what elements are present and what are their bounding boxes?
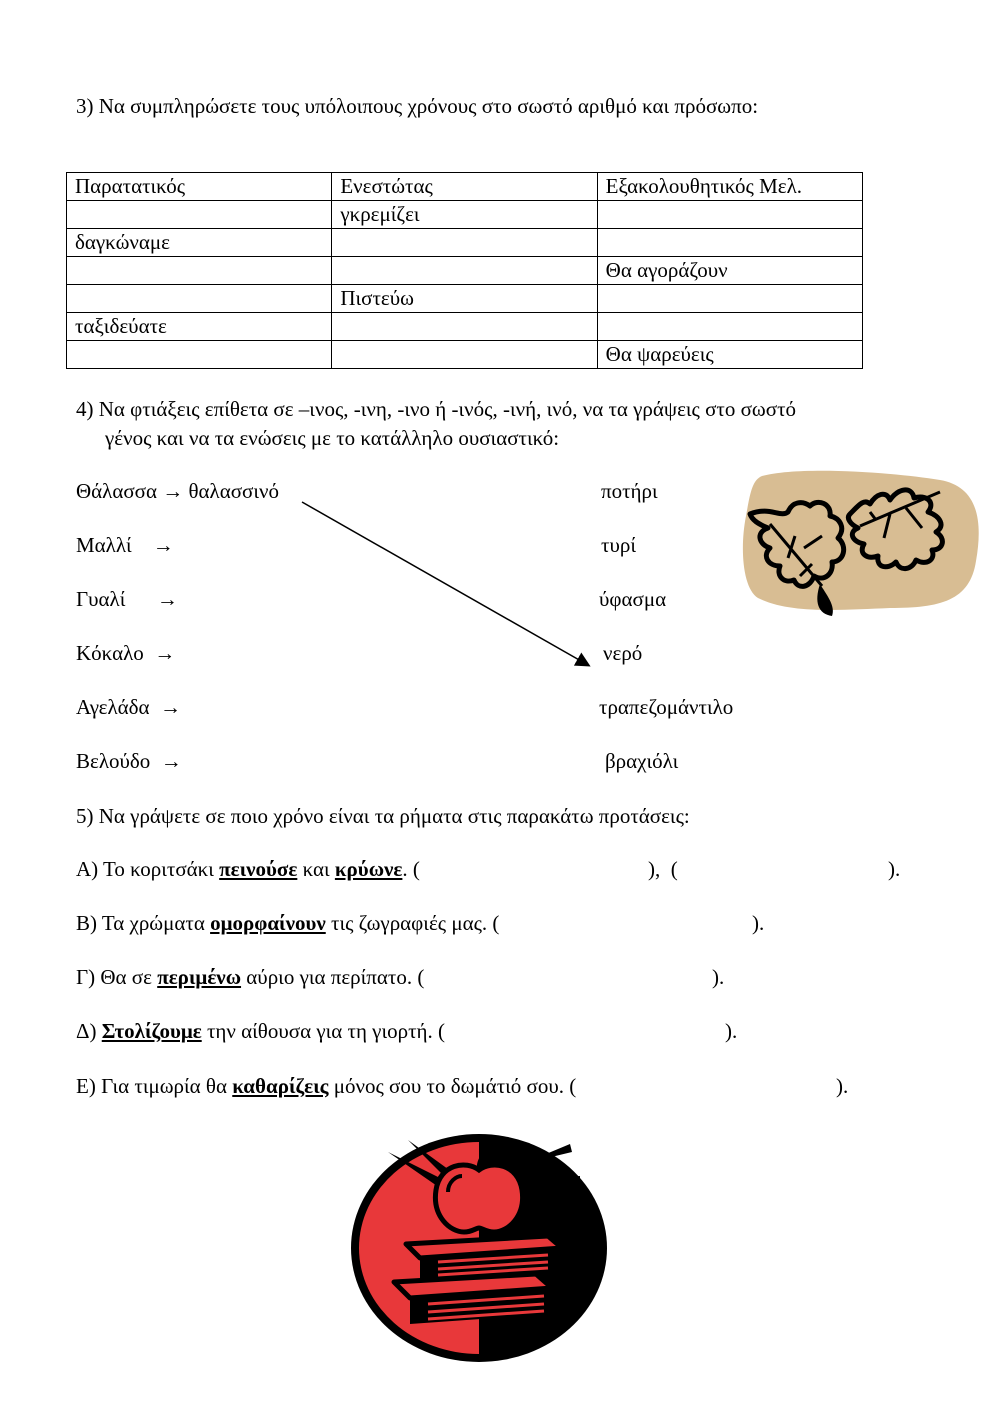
verb-e: καθαρίζεις <box>232 1074 329 1098</box>
verb-c: περιμένω <box>157 965 242 989</box>
table-cell[interactable] <box>332 229 597 257</box>
table-cell[interactable] <box>597 201 862 229</box>
table-cell[interactable] <box>597 229 862 257</box>
table-cell[interactable] <box>67 201 332 229</box>
answer-b-close: ). <box>752 911 765 935</box>
left-word-6: Βελούδο → <box>76 749 182 773</box>
question-4-title-line2: γένος και να τα ενώσεις με το κατάλληλο ουσιαστικό: <box>105 426 560 450</box>
sentence-b-text: Β) Τα χρώματα <box>76 911 211 935</box>
table-cell[interactable] <box>332 313 597 341</box>
header-present: Ενεστώτας <box>332 173 597 201</box>
table-cell[interactable] <box>67 341 332 369</box>
table-cell[interactable] <box>597 313 862 341</box>
sentence-a-text: Α) Το κοριτσάκι <box>76 857 220 881</box>
answer-d-close: ). <box>725 1019 738 1043</box>
sentence-c <box>76 967 424 988</box>
answer-a2-close: ). <box>888 857 901 881</box>
verb-a2: κρύωνε <box>334 857 403 881</box>
sentence-e-text: Ε) Για τιμωρία θα <box>76 1074 233 1098</box>
table-row <box>67 341 863 369</box>
left-word-5: Αγελάδα → <box>76 695 182 719</box>
left-word-3: Γυαλί → <box>76 587 178 611</box>
table-header-row <box>67 173 863 201</box>
right-word-2[interactable]: τυρί <box>601 533 636 557</box>
sentence-c-text: αύριο για περίπατο. ( <box>241 965 425 989</box>
right-word-5[interactable]: τραπεζομάντιλο <box>599 695 734 719</box>
header-continuous-future: Εξακολουθητικός Μελ. <box>597 173 862 201</box>
table-cell: Πιστεύω <box>332 285 597 313</box>
table-cell: γκρεμίζει <box>332 201 597 229</box>
sentence-e-text: μόνος σου το δωμάτιό σου. ( <box>328 1074 577 1098</box>
right-word-6[interactable]: βραχιόλι <box>605 749 679 773</box>
table-cell[interactable] <box>332 341 597 369</box>
right-word-4[interactable]: νερό <box>603 641 643 665</box>
table-cell[interactable] <box>67 285 332 313</box>
sentence-d <box>76 1021 445 1042</box>
question-4-title-line1: 4) Να φτιάξεις επίθετα σε –ινος, -ινη, -ινο ή -ινός, -ινή, ινό, να τα γράψεις στο σωστό <box>76 397 797 421</box>
right-word-1[interactable]: ποτήρι <box>601 479 658 503</box>
answer-c-close: ). <box>712 965 725 989</box>
question-5-title: 5) Να γράψετε σε ποιο χρόνο είναι τα ρήματα στις παρακάτω προτάσεις: <box>76 804 690 828</box>
right-word-3[interactable]: ύφασμα <box>599 587 667 611</box>
header-imperfect: Παρατατικός <box>67 173 332 201</box>
sentence-b-text: τις ζωγραφιές μας. ( <box>325 911 500 935</box>
table-row <box>67 201 863 229</box>
question-3-title: 3) Να συμπληρώσετε τους υπόλοιπους χρόνους στο σωστό αριθμό και πρόσωπο: <box>76 94 759 118</box>
tense-table <box>66 172 863 369</box>
table-cell: ταξιδεύατε <box>67 313 332 341</box>
sentence-d-text: Δ) <box>76 1019 102 1043</box>
table-cell: Θα αγοράζουν <box>597 257 862 285</box>
apple-books-icon <box>348 1132 610 1364</box>
left-word-1: Θάλασσα → θαλασσινό <box>76 479 280 503</box>
sentence-d-text: την αίθουσα για τη γιορτή. ( <box>201 1019 445 1043</box>
table-cell[interactable] <box>67 257 332 285</box>
sentence-a <box>76 859 420 880</box>
sentence-a-text: . ( <box>402 857 420 881</box>
table-cell: Θα ψαρεύεις <box>597 341 862 369</box>
table-cell[interactable] <box>597 285 862 313</box>
verb-b: ομορφαίνουν <box>210 911 326 935</box>
sentence-a-text: και <box>297 857 335 881</box>
left-word-2: Μαλλί → <box>76 533 174 557</box>
table-row <box>67 285 863 313</box>
answer-e-close: ). <box>836 1074 849 1098</box>
verb-a1: πεινούσε <box>219 857 298 881</box>
table-row <box>67 313 863 341</box>
autumn-leaves-icon <box>740 466 985 621</box>
table-row <box>67 257 863 285</box>
verb-d: Στολίζουμε <box>101 1019 202 1043</box>
table-cell[interactable] <box>332 257 597 285</box>
table-cell: δαγκώναμε <box>67 229 332 257</box>
sentence-c-text: Γ) Θα σε <box>76 965 158 989</box>
answer-a1-close: ), ( <box>648 857 678 881</box>
sentence-b <box>76 913 499 934</box>
sentence-e <box>76 1076 576 1097</box>
table-row <box>67 229 863 257</box>
left-word-4: Κόκαλο → <box>76 641 176 665</box>
